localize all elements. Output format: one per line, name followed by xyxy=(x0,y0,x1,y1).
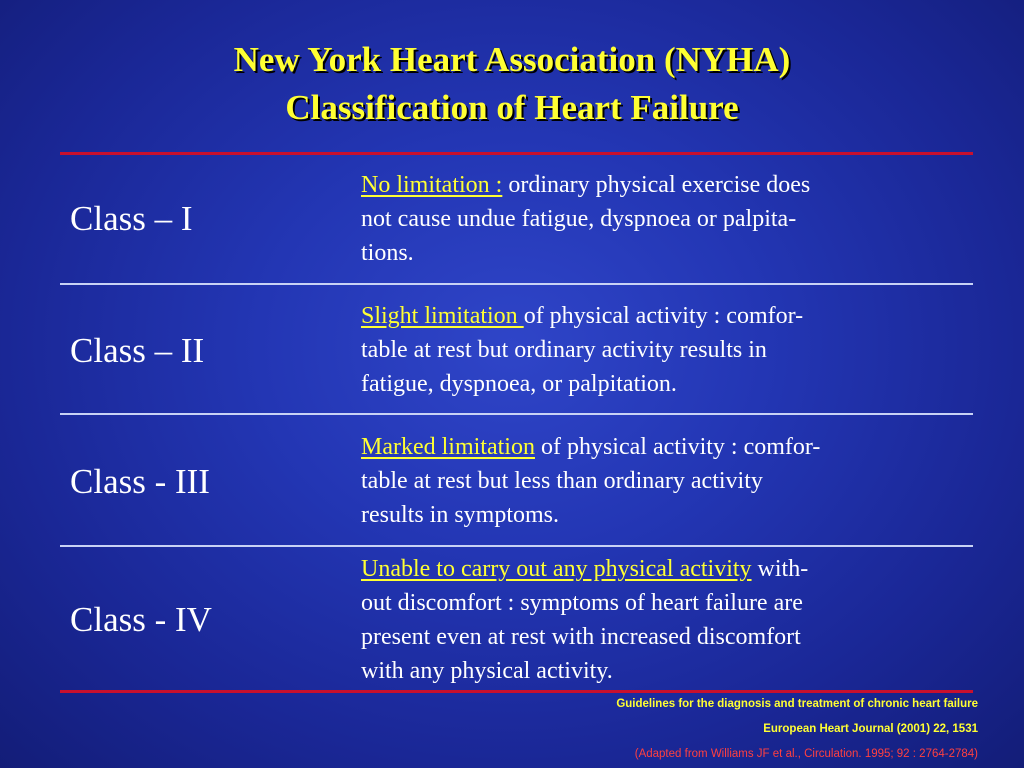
footer-journal: European Heart Journal (2001) 22, 1531 xyxy=(763,723,978,735)
class-description-2 xyxy=(361,299,961,401)
limitation-highlight-4: Unable to carry out any physical activity xyxy=(361,556,752,582)
description-line-1-3: tions. xyxy=(361,240,414,266)
class-description-3 xyxy=(361,430,961,532)
description-line-4-1: with- xyxy=(751,556,809,582)
limitation-highlight-3: Marked limitation xyxy=(361,434,535,460)
class-label-3: Class - III xyxy=(70,462,210,501)
row-divider-3 xyxy=(60,545,973,547)
description-line-4-4: with any physical activity. xyxy=(361,658,613,684)
description-line-1-2: not cause undue fatigue, dyspnoea or palpita- xyxy=(361,206,797,232)
description-line-2-1: of physical activity : comfor- xyxy=(523,303,804,329)
description-line-4-2: out discomfort : symptoms of heart failure are xyxy=(361,590,803,616)
row-divider-2 xyxy=(60,413,973,415)
class-label-4: Class - IV xyxy=(70,600,212,639)
title-line-1: New York Heart Association (NYHA) xyxy=(233,40,791,79)
slide-title xyxy=(0,36,1024,132)
title-line-2: Classification of Heart Failure xyxy=(285,88,739,127)
description-line-3-1: of physical activity : comfor- xyxy=(534,434,821,460)
class-label-1: Class – I xyxy=(70,199,193,238)
limitation-highlight-1: No limitation : xyxy=(361,172,503,198)
bottom-divider xyxy=(60,690,973,693)
description-line-1-1: ordinary physical exercise does xyxy=(502,172,811,198)
class-description-1 xyxy=(361,168,961,270)
footer-guideline: Guidelines for the diagnosis and treatment of chronic heart failure xyxy=(616,698,978,710)
class-label-2: Class – II xyxy=(70,331,205,370)
limitation-highlight-2: Slight limitation xyxy=(361,303,524,329)
row-divider-1 xyxy=(60,283,973,285)
footer-adapted: (Adapted from Williams JF et al., Circulation. 1995; 92 : 2764-2784) xyxy=(634,748,978,760)
class-description-4 xyxy=(361,552,961,688)
description-line-3-2: table at rest but less than ordinary activity xyxy=(361,468,763,494)
description-line-2-2: table at rest but ordinary activity results in xyxy=(361,337,767,363)
top-divider xyxy=(60,152,973,155)
description-line-3-3: results in symptoms. xyxy=(361,502,560,528)
description-line-4-3: present even at rest with increased discomfort xyxy=(361,624,801,650)
description-line-2-3: fatigue, dyspnoea, or palpitation. xyxy=(361,371,677,397)
